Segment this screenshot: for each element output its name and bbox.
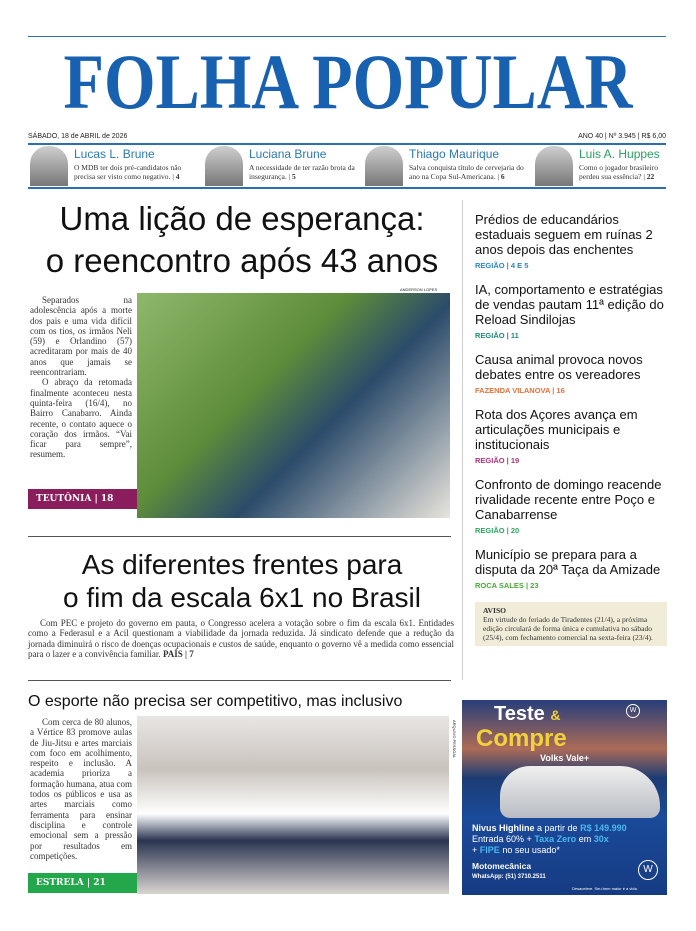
columnist-teaser: Como o jogador brasileiro perdeu sua essência? | 22 [579, 163, 658, 181]
avatar [535, 146, 573, 186]
columnist-teaser: Salva conquista título de cervejaria do ano na Copa Sul-Americana. | 6 [409, 163, 524, 181]
sidebar-news [475, 212, 667, 646]
advertisement[interactable] [462, 700, 667, 895]
ad-offer: Nivus Highline a partir de R$ 149.990 Entrada 60% + Taxa Zero em 30x + FIPE no seu usado* [472, 823, 627, 855]
lead-body: Separados na adolescência após a morte dos pais e uma vida difícil com os tios, os irmãos Neli (59) e Orlandino (57) acreditaram por mais de 40 anos que jamais se reencontrariam. O abraço da retomada finalmente aconteceu nesta quinta-feira (16/4), no Bairro Canabarro. Ainda recente, o contato aquece o coração dos irmãos. “Vai ficar para sempre”, resumem. [30, 295, 132, 460]
column-divider [462, 200, 463, 680]
columnist-lucas[interactable] [30, 146, 190, 186]
lead-photo [137, 293, 450, 518]
ad-title: Teste & [494, 703, 561, 725]
columnist-luciana[interactable] [205, 146, 365, 186]
news-item[interactable]: Município se prepara para a disputa da 20ª Taça da Amizade ROCA SALES | 23 [475, 547, 661, 590]
ad-slogan: Compre [476, 725, 567, 752]
columnist-luis[interactable] [535, 146, 670, 186]
news-item[interactable]: IA, comportamento e estratégias de vendas pautam 11ª edição do Reload Sindilojas REGIÃO | 11 [475, 282, 664, 340]
avatar [30, 146, 68, 186]
columnist-name: Thiago Maurique [409, 147, 500, 161]
edition-info: ANO 40 | Nº 3.945 | R$ 6,00 [578, 133, 666, 140]
columnist-name: Luis A. Huppes [579, 147, 660, 161]
ad-whatsapp: WhatsApp: (51) 3710.2511 [472, 874, 546, 880]
columnist-thiago[interactable] [365, 146, 525, 186]
car-image [500, 766, 660, 818]
columnists-bottom-rule [28, 187, 666, 189]
second-headline[interactable]: As diferentes frentes para o fim da escala 6x1 no Brasil [63, 549, 421, 613]
divider [28, 536, 451, 537]
section-tag[interactable]: ESTRELA | 21 [28, 873, 137, 893]
lead-headline[interactable]: Uma lição de esperança: o reencontro após 43 anos [45, 200, 439, 279]
ad-disclaimer: Desacelere. Seu bem maior é a vida. [572, 886, 638, 891]
columnist-teaser: A necessidade de ter razão brota da insegurança. | 5 [249, 163, 355, 181]
avatar [205, 146, 243, 186]
avatar [365, 146, 403, 186]
news-item[interactable]: Prédios de educandários estaduais seguem em ruínas 2 anos depois das enchentes REGIÃO | 4 E 5 [475, 212, 653, 270]
ad-brand: Volks Vale+ [540, 753, 590, 763]
third-body: Com cerca de 80 alunos, a Vértice 83 promove aulas de Jiu-Jitsu e artes marciais com foco em acolhimento, respeito e inclusão. A academia prioriza a formação humana, atua com todos os públicos e usa as artes marciais como ferramenta para ensinar disciplina e controle emocional sem a pressão por resultados em competições. [30, 717, 132, 861]
third-headline[interactable]: O esporte não precisa ser competitivo, mas inclusivo [28, 693, 403, 710]
vw-logo-icon: W [626, 704, 640, 718]
notice-box: AVISO Em virtude do feriado de Tiradentes (21/4), a próxima edição circulará de forma única e cumulativa no sábado (25/4), com fechamento comercial na sexta-feira (23/4). [475, 602, 667, 646]
columnist-teaser: O MDB ter dois pré-candidatos não precisa ser visto como negativo. | 4 [74, 163, 182, 181]
edition-date: SÁBADO, 18 de ABRIL de 2026 [28, 133, 128, 140]
third-photo [137, 716, 449, 894]
photo-credit: ANDERSON LOPES [400, 287, 438, 292]
vw-logo-icon: W [638, 860, 658, 880]
news-item[interactable]: Rota dos Açores avança em articulações municipais e institucionais REGIÃO | 19 [475, 407, 638, 465]
news-item[interactable]: Confronto de domingo reacende rivalidade recente entre Poço e Canabarrense REGIÃO | 20 [475, 477, 662, 535]
section-tag[interactable]: TEUTÔNIA | 18 [28, 489, 137, 509]
masthead-logo: FOLHA POPULAR [63, 38, 633, 125]
second-body: Com PEC e projeto do governo em pauta, o Congresso acelera a votação sobre o fim da escala 6x1. Entidades como a Federasul e a Acil questionam a viabilidade da jornada reduzida. Já sindicato defende que a redução da jornada diminuirá o risco de doenças ocupacionais e custos de saúde, enquanto o governo vê a medida como essencial para o lazer e a convivência familiar. PAÍS | 7 [28, 618, 454, 659]
columnist-name: Lucas L. Brune [74, 147, 155, 161]
divider [28, 680, 451, 681]
columnist-name: Luciana Brune [249, 147, 327, 161]
photo-credit: ARQUIVO PESSOAL [452, 720, 457, 759]
ad-dealer: Motomecânica [472, 861, 532, 871]
top-rule [28, 36, 666, 37]
columnists-top-rule [28, 143, 666, 145]
news-item[interactable]: Causa animal provoca novos debates entre os vereadores FAZENDA VILANOVA | 16 [475, 352, 643, 395]
